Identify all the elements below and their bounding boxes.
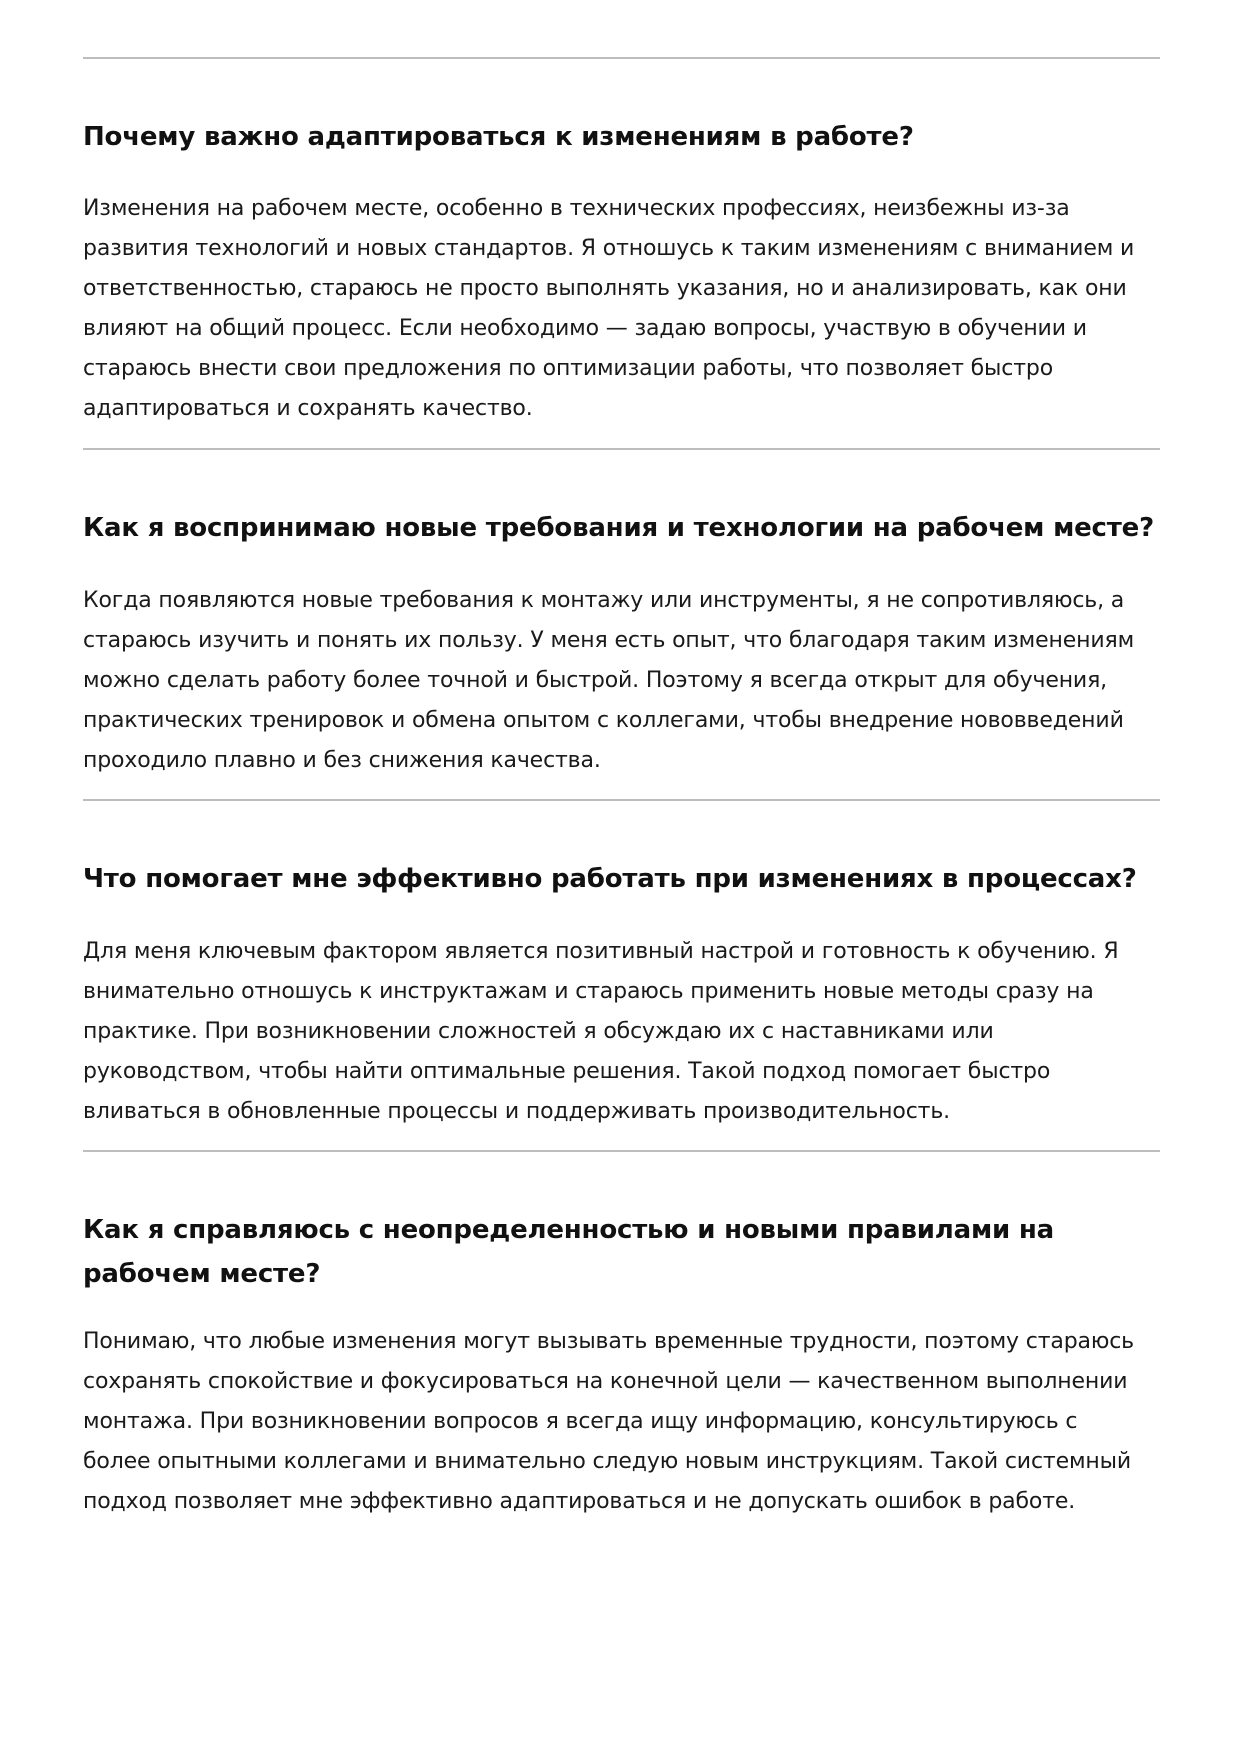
paragraph-line: ответственностью, стараюсь не просто выполнять указания, но и анализировать, как они (83, 276, 1127, 301)
paragraph-line: Изменения на рабочем месте, особенно в технических профессиях, неизбежны из-за (83, 196, 1070, 221)
paragraph-line: более опытными коллегами и внимательно следую новым инструкциям. Такой системный (83, 1449, 1131, 1474)
section-heading (83, 506, 1160, 550)
paragraph-line: стараюсь внести свои предложения по оптимизации работы, что позволяет быстро (83, 356, 1054, 381)
faq-section-2 (83, 450, 1160, 781)
paragraph-line: подход позволяет мне эффективно адаптироваться и не допускать ошибок в работе. (83, 1489, 1076, 1514)
paragraph-line: Когда появляются новые требования к монтажу или инструменты, я не сопротивляюсь, а (83, 588, 1125, 613)
heading-line: Как я справляюсь с неопределенностью и новыми правилами на (83, 1215, 1055, 1245)
heading-line: Что помогает мне эффективно работать при изменениях в процессах? (83, 864, 1137, 894)
section-paragraph (83, 581, 1160, 781)
heading-line: Как я воспринимаю новые требования и технологии на рабочем месте? (83, 513, 1154, 543)
section-heading (83, 1208, 1160, 1296)
section-paragraph (83, 189, 1160, 429)
paragraph-line: можно сделать работу более точной и быстрой. Поэтому я всегда открыт для обучения, (83, 668, 1108, 693)
paragraph-line: развития технологий и новых стандартов. Я отношусь к таким изменениям с вниманием и (83, 236, 1135, 261)
paragraph-line: адаптироваться и сохранять качество. (83, 396, 533, 421)
paragraph-line: практических тренировок и обмена опытом с коллегами, чтобы внедрение нововведений (83, 708, 1124, 733)
document-page (83, 0, 1160, 1522)
faq-section-4 (83, 1152, 1160, 1522)
faq-section-3 (83, 801, 1160, 1132)
paragraph-line: вливаться в обновленные процессы и поддерживать производительность. (83, 1099, 950, 1124)
heading-line: рабочем месте? (83, 1259, 321, 1289)
paragraph-line: влияют на общий процесс. Если необходимо — задаю вопросы, участвую в обучении и (83, 316, 1087, 341)
section-paragraph (83, 932, 1160, 1132)
section-heading (83, 115, 1160, 159)
paragraph-line: стараюсь изучить и понять их пользу. У меня есть опыт, что благодаря таким изменениям (83, 628, 1135, 653)
paragraph-line: внимательно отношусь к инструктажам и стараюсь применить новые методы сразу на (83, 979, 1094, 1004)
paragraph-line: руководством, чтобы найти оптимальные решения. Такой подход помогает быстро (83, 1059, 1051, 1084)
paragraph-line: сохранять спокойствие и фокусироваться на конечной цели — качественном выполнении (83, 1369, 1128, 1394)
section-paragraph (83, 1322, 1160, 1522)
paragraph-line: Для меня ключевым фактором является позитивный настрой и готовность к обучению. Я (83, 939, 1119, 964)
section-heading (83, 857, 1160, 901)
paragraph-line: Понимаю, что любые изменения могут вызывать временные трудности, поэтому стараюсь (83, 1329, 1134, 1354)
faq-section-1 (83, 59, 1160, 429)
paragraph-line: практике. При возникновении сложностей я обсуждаю их с наставниками или (83, 1019, 994, 1044)
paragraph-line: проходило плавно и без снижения качества. (83, 748, 601, 773)
paragraph-line: монтажа. При возникновении вопросов я всегда ищу информацию, консультируюсь с (83, 1409, 1078, 1434)
heading-line: Почему важно адаптироваться к изменениям в работе? (83, 122, 914, 152)
